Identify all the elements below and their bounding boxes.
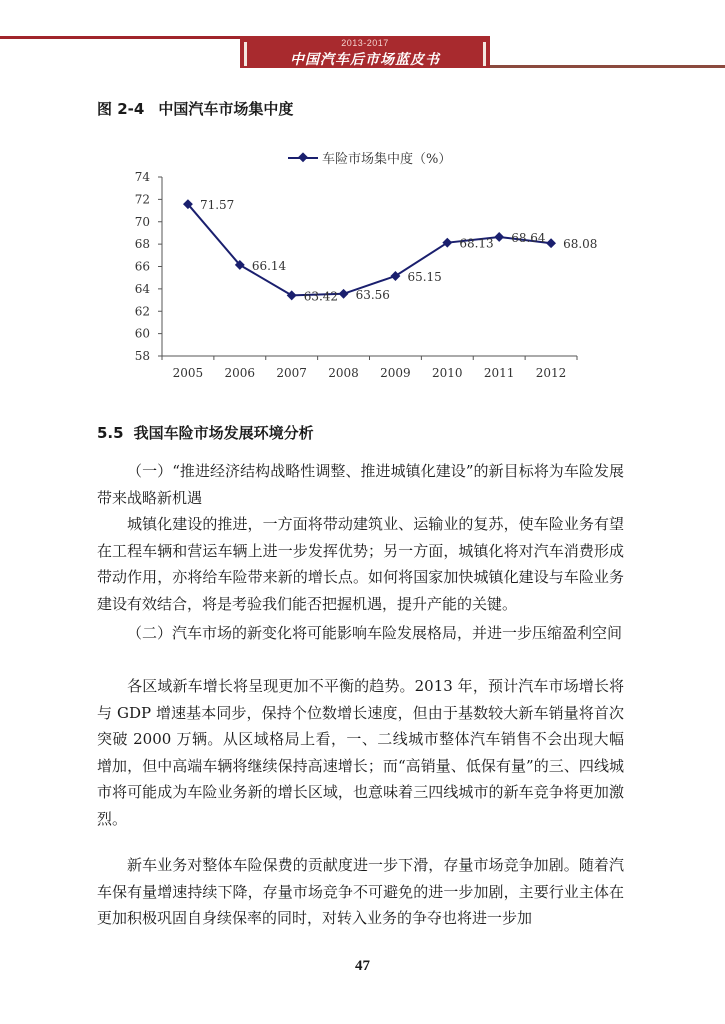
svg-text:71.57: 71.57 (199, 198, 235, 213)
svg-text:2007: 2007 (276, 366, 307, 380)
section-number: 5.5 (97, 424, 124, 442)
paragraph-subheading-2: （二）汽车市场的新变化将可能影响车险发展格局，并进一步压缩盈利空间 (127, 624, 623, 642)
svg-text:58: 58 (134, 349, 150, 363)
figure-number: 图 2-4 (97, 100, 145, 118)
section-title: 我国车险市场发展环境分析 (133, 424, 314, 442)
svg-text:60: 60 (134, 326, 150, 341)
svg-text:72: 72 (134, 192, 150, 207)
svg-text:68: 68 (134, 237, 150, 252)
header-book-title: 中国汽车后市场蓝皮书 (290, 52, 440, 68)
svg-text:70: 70 (134, 214, 150, 229)
figure-title: 中国汽车市场集中度 (158, 100, 294, 118)
svg-text:2006: 2006 (224, 366, 256, 380)
legend-label: 车险市场集中度（%） (322, 152, 452, 167)
svg-text:2005: 2005 (172, 366, 204, 380)
svg-text:62: 62 (134, 304, 150, 319)
svg-text:2008: 2008 (328, 366, 359, 380)
svg-text:66.14: 66.14 (251, 258, 287, 273)
svg-text:2011: 2011 (483, 366, 515, 380)
header-year-range: 2013-2017 (341, 38, 389, 48)
svg-text:63.56: 63.56 (355, 287, 390, 302)
svg-text:2010: 2010 (432, 366, 463, 380)
paragraph-1: 城镇化建设的推进，一方面将带动建筑业、运输业的复苏，使车险业务有望在工程车辆和营运车辆上进一步发挥优势；另一方面，城镇化将对汽车消费形成带动作用，亦将给车险带来新的增长点。如何将国家加快城镇化建设与车险业务建设有效结合，将是考验我们能否把握机遇，提升产能的关键。 (97, 515, 624, 613)
paragraph-3: 新车业务对整体车险保费的贡献度进一步下滑，存量市场竞争加剧。随着汽车保有量增速持续下降，存量市场竞争不可避免的进一步加剧，主要行业主体在更加积极巩固自身续保率的同时，对转入业务的争夺也将进一步加 (97, 856, 624, 927)
svg-text:74: 74 (134, 170, 150, 184)
svg-text:64: 64 (134, 281, 150, 296)
section-heading (97, 422, 314, 443)
paragraph-subheading-1: （一）“推进经济结构战略性调整、推进城镇化建设”的新目标将为车险发展带来战略新机遇 (97, 462, 624, 507)
svg-text:2012: 2012 (535, 366, 567, 380)
chart-series (183, 198, 597, 303)
svg-text:2009: 2009 (380, 366, 411, 380)
paragraph-2: 各区域新车增长将呈现更加不平衡的趋势。2013 年，预计汽车市场增长将与 GDP 增速基本同步，保持个位数增长速度，但由于基数较大新车销量将首次突破 2000 万辆。从区域格局上看，一、二线城市整体汽车销售不会出现大幅增加，但中高端车辆将继续保持高速增长；而“高销量、低保有量”的三、四线城市将可能成为车险业务新的增长区域，也意味着三四线城市的新车竞争将更加激烈。 (97, 677, 624, 828)
svg-text:68.64: 68.64 (511, 230, 546, 245)
svg-text:65.15: 65.15 (407, 270, 442, 285)
svg-text:68.08: 68.08 (563, 237, 598, 252)
chart-legend (288, 151, 451, 167)
svg-text:63.42: 63.42 (303, 289, 339, 304)
line-chart (0, 0, 725, 400)
page-number: 47 (355, 958, 370, 974)
svg-text:68.13: 68.13 (459, 236, 494, 251)
svg-text:66: 66 (134, 259, 150, 274)
